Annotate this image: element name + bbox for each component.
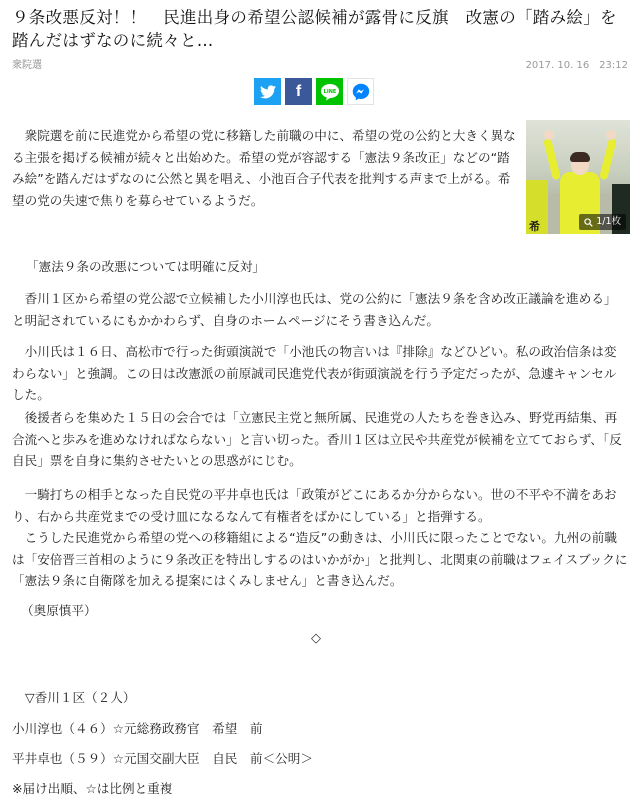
article-paragraph: 一騎打ちの相手となった自民党の平井卓也氏は「政策がどこにあるか分からない。世の不平や不満をあおり、右から共産党までの受け皿になるなんて有権者をばかにしている」と指弾する。 — [12, 487, 617, 524]
photo-hand-right — [606, 130, 616, 140]
photo-counter — [579, 214, 626, 230]
photo-arm-right — [599, 138, 617, 181]
article-paragraph: こうした民進党から希望の党への移籍組による“造反”の動きは、小川氏に限ったことでない。九州の前職は「安倍晋三首相のように９条改正を特出しするのはいかがか」と批判し、北関東の前職はフェイスブックに「憲法９条に自衛隊を加える提案にはくみしません」と書き込んだ。 — [12, 530, 628, 588]
facebook-f-icon: f — [295, 82, 302, 100]
section-separator: ◇ — [311, 631, 321, 646]
line-icon-label: LINE — [323, 88, 336, 95]
line-icon — [320, 83, 340, 101]
photo-hand-left — [544, 130, 554, 140]
election-district: ▽香川１区（２人） — [25, 690, 136, 705]
photo-arm-left — [543, 138, 561, 181]
section-subheading: 「憲法９条の改悪については明確に反対」 — [26, 259, 266, 274]
article-headline: ９条改悪反対！！ 民進出身の希望公認候補が露骨に反旗 改憲の「踏み絵」を踏んだはずなのに続々と… — [12, 8, 617, 50]
twitter-bird-icon — [260, 85, 276, 99]
messenger-share-button[interactable] — [347, 78, 374, 105]
photo-counter-label: 1/1枚 — [596, 216, 621, 227]
publish-timestamp: 2017. 10. 16 23:12 — [525, 60, 628, 71]
article-byline: （奥原慎平） — [21, 603, 97, 618]
twitter-share-button[interactable] — [254, 78, 281, 105]
magnify-icon — [584, 218, 593, 227]
photo-person-hair — [570, 152, 590, 162]
article-paragraph: 小川氏は１６日、高松市で行った街頭演説で「小池氏の物言いは『排除』などひどい。私の政治信条は変わらない」と強調。この日は改憲派の前原誠司民進党代表が街頭演説を行う予定だったが、急遽キャンセルした。 — [12, 344, 617, 402]
messenger-icon — [352, 83, 370, 101]
category-label[interactable]: 衆院選 — [12, 60, 42, 71]
candidate-entry: 小川淳也（４６）☆元総務政務官 希望 前 — [12, 721, 263, 736]
article-photo[interactable] — [526, 120, 630, 234]
article-paragraph: 香川１区から希望の党公認で立候補した小川淳也氏は、党の公約に「憲法９条を含め改正議論を進める」と明記されているにもかかわらず、自身のホームページにそう書き込んだ。 — [12, 291, 617, 328]
line-share-button[interactable] — [316, 78, 343, 105]
election-note: ※届け出順、☆は比例と重複 — [12, 781, 173, 796]
photo-sign-text: 希 — [529, 220, 540, 233]
article-paragraph: 後援者らを集めた１５日の会合では「立憲民主党と無所属、民進党の人たちを巻き込み、野党再結集、再合流へと歩みを進めなければならない」と言い切った。香川１区は立民や共産党が候補を立てておらず、「反自民」票を自身に集約させたいとの思惑がにじむ。 — [12, 410, 622, 468]
article-meta — [12, 56, 628, 70]
article-lead: 衆院選を前に民進党から希望の党に移籍した前職の中に、希望の党の公約と大きく異なる主張を掲げる候補が続々と出始めた。希望の党が容認する「憲法９条改正」などの“踏み絵”を踏んだはずなのに公然と異を唱え、小池百合子代表を批判する声まで上がる。希望の党の失速で焦りを募らせているようだ。 — [12, 128, 516, 208]
share-buttons — [254, 78, 374, 106]
facebook-share-button[interactable] — [285, 78, 312, 105]
candidate-entry: 平井卓也（５９）☆元国交副大臣 自民 前＜公明＞ — [12, 751, 313, 766]
